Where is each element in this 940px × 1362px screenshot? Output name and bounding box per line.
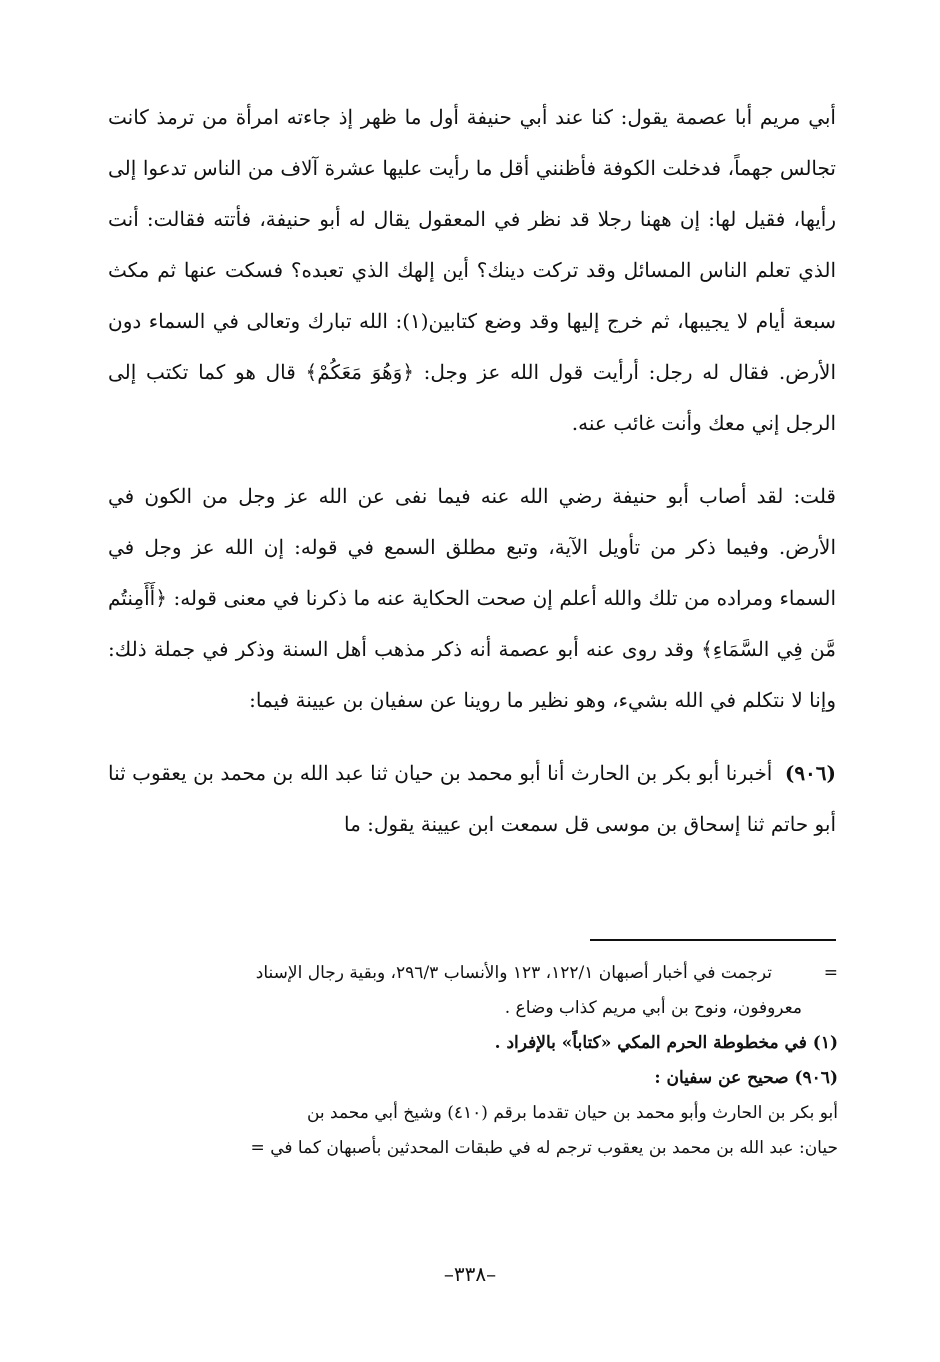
hadith-number: (٩٠٦) xyxy=(784,761,837,785)
main-text-body xyxy=(108,92,836,850)
footnote-2-line-2: حيان: عبد الله بن محمد بن يعقوب ترجم له في طبقات المحدثين بأصبهان كما في xyxy=(270,1138,838,1158)
continuation-mark: = xyxy=(823,963,838,983)
footnote-0-line-2: معروفون، ونوح بن أبي مريم كذاب وضاع . xyxy=(504,998,802,1018)
footnotes-section xyxy=(108,956,838,1166)
footnote-0-text-1: ترجمت في أخبار أصبهان ١٢٢/١، ١٢٣ والأنساب ٢٩٦/٣، وبقية رجال الإسناد xyxy=(255,963,772,983)
footnote-separator xyxy=(590,939,836,941)
footnote-2-line-1: أبو بكر بن الحارث وأبو محمد بن حيان تقدما برقم (٤١٠) وشيخ أبي محمد بن xyxy=(306,1103,838,1123)
paragraph-3-container xyxy=(108,748,836,850)
continued-mark: = xyxy=(250,1138,265,1158)
footnote-2-title: (٩٠٦) صحيح عن سفيان : xyxy=(654,1068,838,1088)
paragraph-1: أبي مريم أبا عصمة يقول: كنا عند أبي حنيفة أول ما ظهر إذ جاءته امرأة من ترمذ كانت تجالس جهماً، فدخلت الكوفة فأظنني أقل ما رأيت عليها عشرة آلاف من الناس تدعوا إلى رأيها، فقيل لها: إن ههنا رجلا قد نظر في المعقول يقال له أبو حنيفة، فأتته فقالت: أنت الذي تعلم الناس المسائل وقد تركت دينك؟ أين إلهك الذي تعبده؟ فسكت عنها ثم مكث سبعة أيام لا يجيبها، ثم خرج إليها وقد وضع كتابين(١): الله تبارك وتعالى في السماء دون الأرض. فقال له رجل: أرأيت قول الله عز وجل: ﴿وَهُوَ مَعَكُمْ﴾ قال هو كما تكتب إلى الرجل إني معك وأنت غائب عنه. xyxy=(108,105,836,435)
footnote-0-line-1 xyxy=(108,956,838,991)
footnote-2-line-2-container xyxy=(108,1131,838,1166)
paragraph-3: أخبرنا أبو بكر بن الحارث أنا أبو محمد بن حيان ثنا عبد الله بن محمد بن يعقوب ثنا أبو حاتم ثنا إسحاق بن موسى قل سمعت ابن عيينة يقول: ما xyxy=(108,761,836,836)
footnote-1: (١) في مخطوطة الحرم المكي «كتاباً» بالإفراد . xyxy=(494,1033,838,1053)
paragraph-2: قلت: لقد أصاب أبو حنيفة رضي الله عنه فيما نفى عن الله عز وجل من الكون في الأرض. وفيما ذكر من تأويل الآية، وتبع مطلق السمع في قوله: إن الله عز وجل في السماء ومراده من تلك والله أعلم إن صحت الحكاية عنه ما ذكرنا في معنى قوله: ﴿أَأَمِنتُم مَّن فِي السَّمَاءِ﴾ وقد روى عنه أبو عصمة أنه ذكر مذهب أهل السنة وذكر في جملة ذلك: وإنا لا نتكلم في الله بشيء، وهو نظير ما روينا عن سفيان بن عيينة فيما: xyxy=(108,484,836,712)
page-number: –٣٣٨– xyxy=(443,1262,497,1286)
